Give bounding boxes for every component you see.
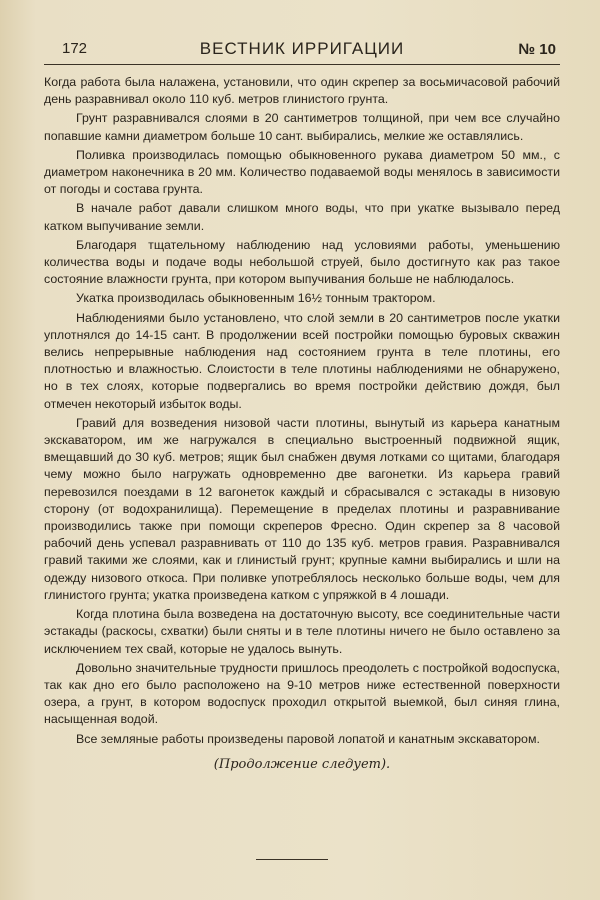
paragraph: Когда плотина была возведена на достаточную высоту, все соединительные части эстакады (раскосы, схватки) были сняты и в теле плотины ничего не было оставлено за исключением тех свай, которые не удалось вынуть. (44, 607, 560, 656)
article-body (44, 74, 560, 786)
paragraph: Наблюдениями было установлено, что слой земли в 20 сантиметров после укатки уплотнялся до 14-15 сант. В продолжении всей постройки помощью буровых скважин велись непрерывные наблюдения над состоянием грунта в теле плотины, его плотностью и влажностью. Слоистости в теле плотины наблюдениями не обнаружено, но в тех слоях, которые подвергались во время постройки действию дождя, был отмечен некоторый избыток воды. (44, 310, 560, 411)
journal-title: ВЕСТНИК ИРРИГАЦИИ (199, 39, 405, 58)
issue-number: № 10 (518, 41, 556, 58)
page-header (44, 38, 560, 65)
page-number: 172 (62, 40, 88, 57)
paragraph: Грунт разравнивался слоями в 20 сантиметров толщиной, при чем все случайно попавшие камни диаметром больше 10 сант. выбирались, мелкие же оставлялись. (44, 111, 560, 143)
paragraph: Укатка производилась обыкновенным 16½ тонным трактором. (76, 291, 436, 306)
paragraph: Когда работа была налажена, установили, что один скрепер за восьмичасовой рабочий день разравнивал около 110 куб. метров глинистого грунта. (44, 75, 560, 107)
paragraph: Все земляные работы произведены паровой лопатой и канатным экскаватором. (76, 731, 540, 746)
paragraph: В начале работ давали слишком много воды, что при укатке вызывало перед катком выпучивание земли. (44, 201, 560, 233)
footer-divider (256, 859, 328, 860)
paragraph: Довольно значительные трудности пришлось преодолеть с постройкой водоспуска, так как дно его было расположено на 9-10 метров ниже естественной поверхности озера, а грунт, в котором водоспуск проходил открытой выемкой, был синяя глина, насыщенная водой. (44, 660, 560, 727)
paragraph: Благодаря тщательному наблюдению над условиями работы, уменьшению количества воды и подаче воды небольшой струей, было достигнуто как раз такое состояние влажности грунта, при котором выпучивания больше не наблюдалось. (44, 237, 560, 287)
continued-note: (Продолжение следует). (213, 756, 391, 772)
paragraph: Гравий для возведения низовой части плотины, вынутый из карьера канатным экскаватором, им же нагружался в специально выстроенный подвижной ящик, вмещавший до 30 куб. метров; ящик был снабжен двумя лотками со щитами, благодаря чему можно было нагружать одновременно две вагонетки. Из карьера гравий перевозился поездами в 12 вагонеток каждый и сбрасывался с эстакады в низовую сторону (от водохранилища). Перемещение в пределах плотины и разравнивание производились также при помощи скреперов Фресно. Один скрепер за 8 часовой рабочий день успевал разравнивать от 110 до 135 куб. метров гравия. Разравнивался гравий такими же слоями, как и глинистый грунт; крупные камни выбирались и шли на одежду низового откоса. При поливке употреблялось несколько больше воды, чем для глинистого грунта; укатка произведена катком с упряжкой в 4 лошади. (44, 415, 560, 602)
paragraph: Поливка производилась помощью обыкновенного рукава диаметром 50 мм., с диаметром наконечника в 20 мм. Количество подаваемой воды менялось в зависимости от погоды и состава грунта. (44, 147, 560, 197)
